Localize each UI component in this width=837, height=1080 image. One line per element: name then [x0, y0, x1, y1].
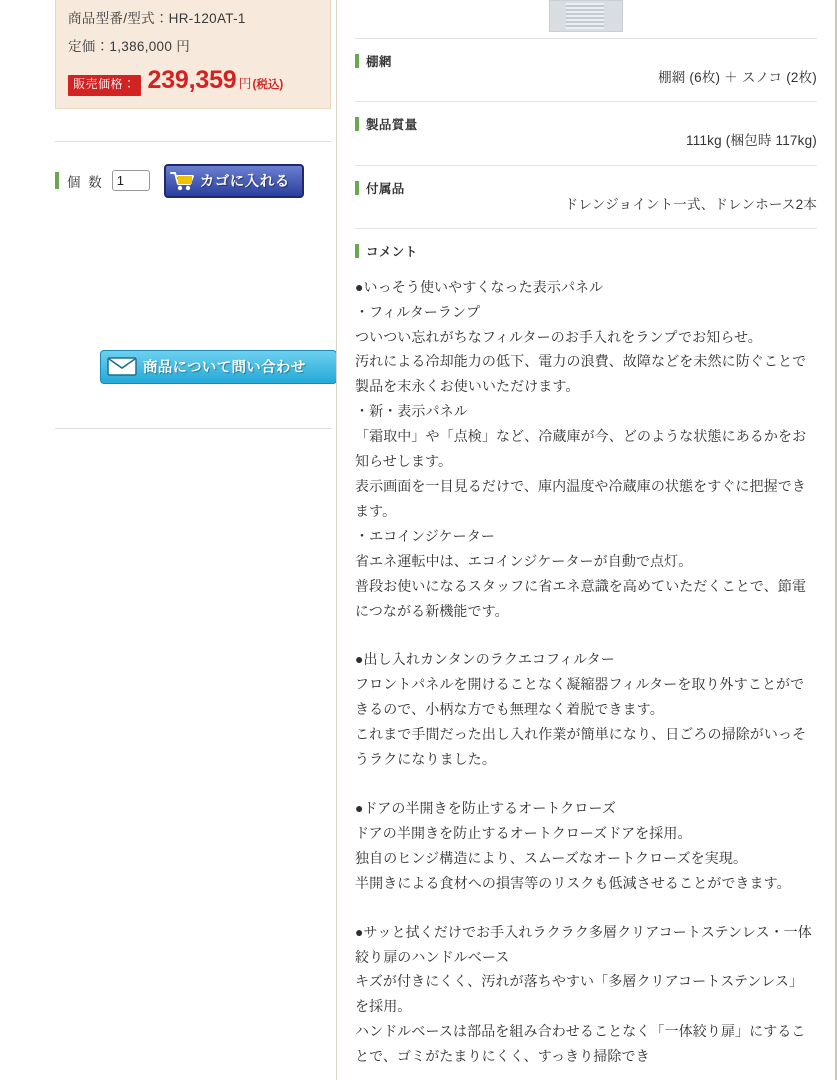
- comment-paragraph: ●ドアの半開きを防止するオートクローズ: [355, 799, 616, 816]
- product-spec-panel: [336, 0, 837, 1080]
- shopping-cart-icon: [170, 170, 196, 192]
- comment-paragraph: 独自のヒンジ構造により、スムーズなオートクローズを実現。: [355, 849, 748, 866]
- spec-value: 棚網 (6枚) ＋ スノコ (2枚): [658, 70, 817, 85]
- model-value: HR-120AT-1: [168, 11, 246, 26]
- comment-heading: コメント: [366, 244, 418, 259]
- add-to-cart-label: カゴに入れる: [199, 174, 290, 191]
- spec-row: [355, 165, 817, 228]
- comment-paragraph: ●出し入れカンタンのラクエコフィルター: [355, 651, 615, 668]
- spec-label-wrap: [355, 52, 505, 70]
- comment-paragraph: キズが付きにくく、汚れが落ちやすい「多層クリアコートステンレス」を採用。: [355, 973, 804, 1015]
- price-box: [55, 0, 331, 109]
- list-price-row: [68, 33, 320, 61]
- sale-price-value: 239,359: [147, 66, 237, 95]
- spec-label: 製品質量: [366, 118, 418, 133]
- comment-paragraph: ついつい忘れがちなフィルターのお手入れをランプでお知らせ。: [355, 328, 762, 345]
- sale-price-row: [68, 66, 320, 95]
- spec-label: 付属品: [366, 181, 405, 196]
- spec-value: 111kg (梱包時 117kg): [686, 133, 817, 149]
- comment-paragraph: 表示画面を一目見るだけで、庫内温度や冷蔵庫の状態をすぐに把握できます。: [355, 478, 806, 519]
- comment-blank-line: [355, 896, 817, 920]
- comment-paragraph: 汚れによる冷却能力の低下、電力の浪費、故障などを未然に防ぐことで製品を末永くお使いいただけます。: [355, 353, 807, 395]
- comment-paragraph: ハンドルベースは部品を組み合わせることなく「一体絞り扉」にすることで、ゴミがたまりにくく、すっきり掃除でき: [355, 1023, 806, 1065]
- comment-paragraph: 「霜取中」や「点検」など、冷蔵庫が今、どのような状態にあるかをお知らせします。: [355, 428, 807, 470]
- comment-paragraph: 半開きによる食材への損害等のリスクも低減させることができます。: [355, 874, 791, 891]
- list-price-label: 定価：: [68, 38, 110, 54]
- comment-paragraph: ドアの半開きを防止するオートクローズドアを採用。: [355, 824, 692, 841]
- divider-bottom: [55, 428, 331, 429]
- spec-label: 棚網: [366, 55, 392, 69]
- product-inquiry-label: 商品について問い合わせ: [143, 360, 306, 377]
- model-row: [68, 5, 320, 33]
- sale-price-label: 販売価格：: [68, 75, 141, 95]
- product-thumbnail: [355, 0, 817, 38]
- model-label: 商品型番/型式：: [68, 11, 169, 26]
- green-bar-icon: [355, 54, 359, 68]
- green-bar-icon: [355, 181, 359, 195]
- comment-paragraph: ・新・表示パネル: [355, 403, 468, 420]
- list-price-value: 1,386,000 円: [109, 38, 191, 54]
- comment-blank-line: [355, 772, 817, 796]
- comment-paragraph: 普段お使いになるスタッフに省エネ意識を高めていただくことで、節電につながる新機能です。: [355, 577, 806, 619]
- quantity-row: [55, 164, 326, 198]
- comment-heading-wrap: [355, 242, 817, 260]
- comment-body: [355, 275, 817, 1069]
- comment-paragraph: ●サッと拭くだけでお手入れラクラク多層クリアコートステンレス・一体絞り扉のハンドルベース: [355, 923, 812, 965]
- comment-paragraph: ●いっそう使いやすくなった表示パネル: [355, 278, 604, 295]
- spec-row: [355, 38, 817, 101]
- sale-price-tax-note: (税込): [252, 79, 284, 92]
- spec-label-wrap: [355, 179, 505, 197]
- comment-paragraph: ・エコインジケーター: [355, 527, 495, 544]
- spec-value: ドレンジョイント一式、ドレンホース2本: [564, 196, 817, 212]
- spec-label-wrap: [355, 115, 505, 133]
- comment-paragraph: ・フィルターランプ: [355, 303, 481, 320]
- product-inquiry-button[interactable]: [100, 350, 337, 384]
- shelf-net-image: [549, 0, 623, 32]
- quantity-input[interactable]: [112, 170, 150, 191]
- add-to-cart-button[interactable]: [164, 164, 304, 198]
- comment-blank-line: [355, 623, 817, 647]
- comment-section: [355, 228, 817, 1073]
- mail-icon: [107, 356, 137, 377]
- sale-price-currency: 円: [238, 76, 252, 92]
- green-bar-icon: [355, 117, 359, 131]
- comment-paragraph: フロントパネルを開けることなく凝縮器フィルターを取り外すことができるので、小柄な方でも無理なく着脱できます。: [355, 676, 805, 718]
- spec-row: [355, 101, 817, 164]
- green-bar-icon: [55, 172, 59, 189]
- green-bar-icon: [355, 244, 359, 258]
- quantity-label: 個 数: [67, 174, 104, 190]
- divider: [55, 141, 331, 142]
- comment-paragraph: これまで手間だった出し入れ作業が簡単になり、日ごろの掃除がいっそうラクになりました。: [355, 726, 807, 768]
- comment-paragraph: 省エネ運転中は、エコインジケーターが自動で点灯。: [355, 552, 693, 569]
- product-purchase-panel: [0, 0, 336, 1080]
